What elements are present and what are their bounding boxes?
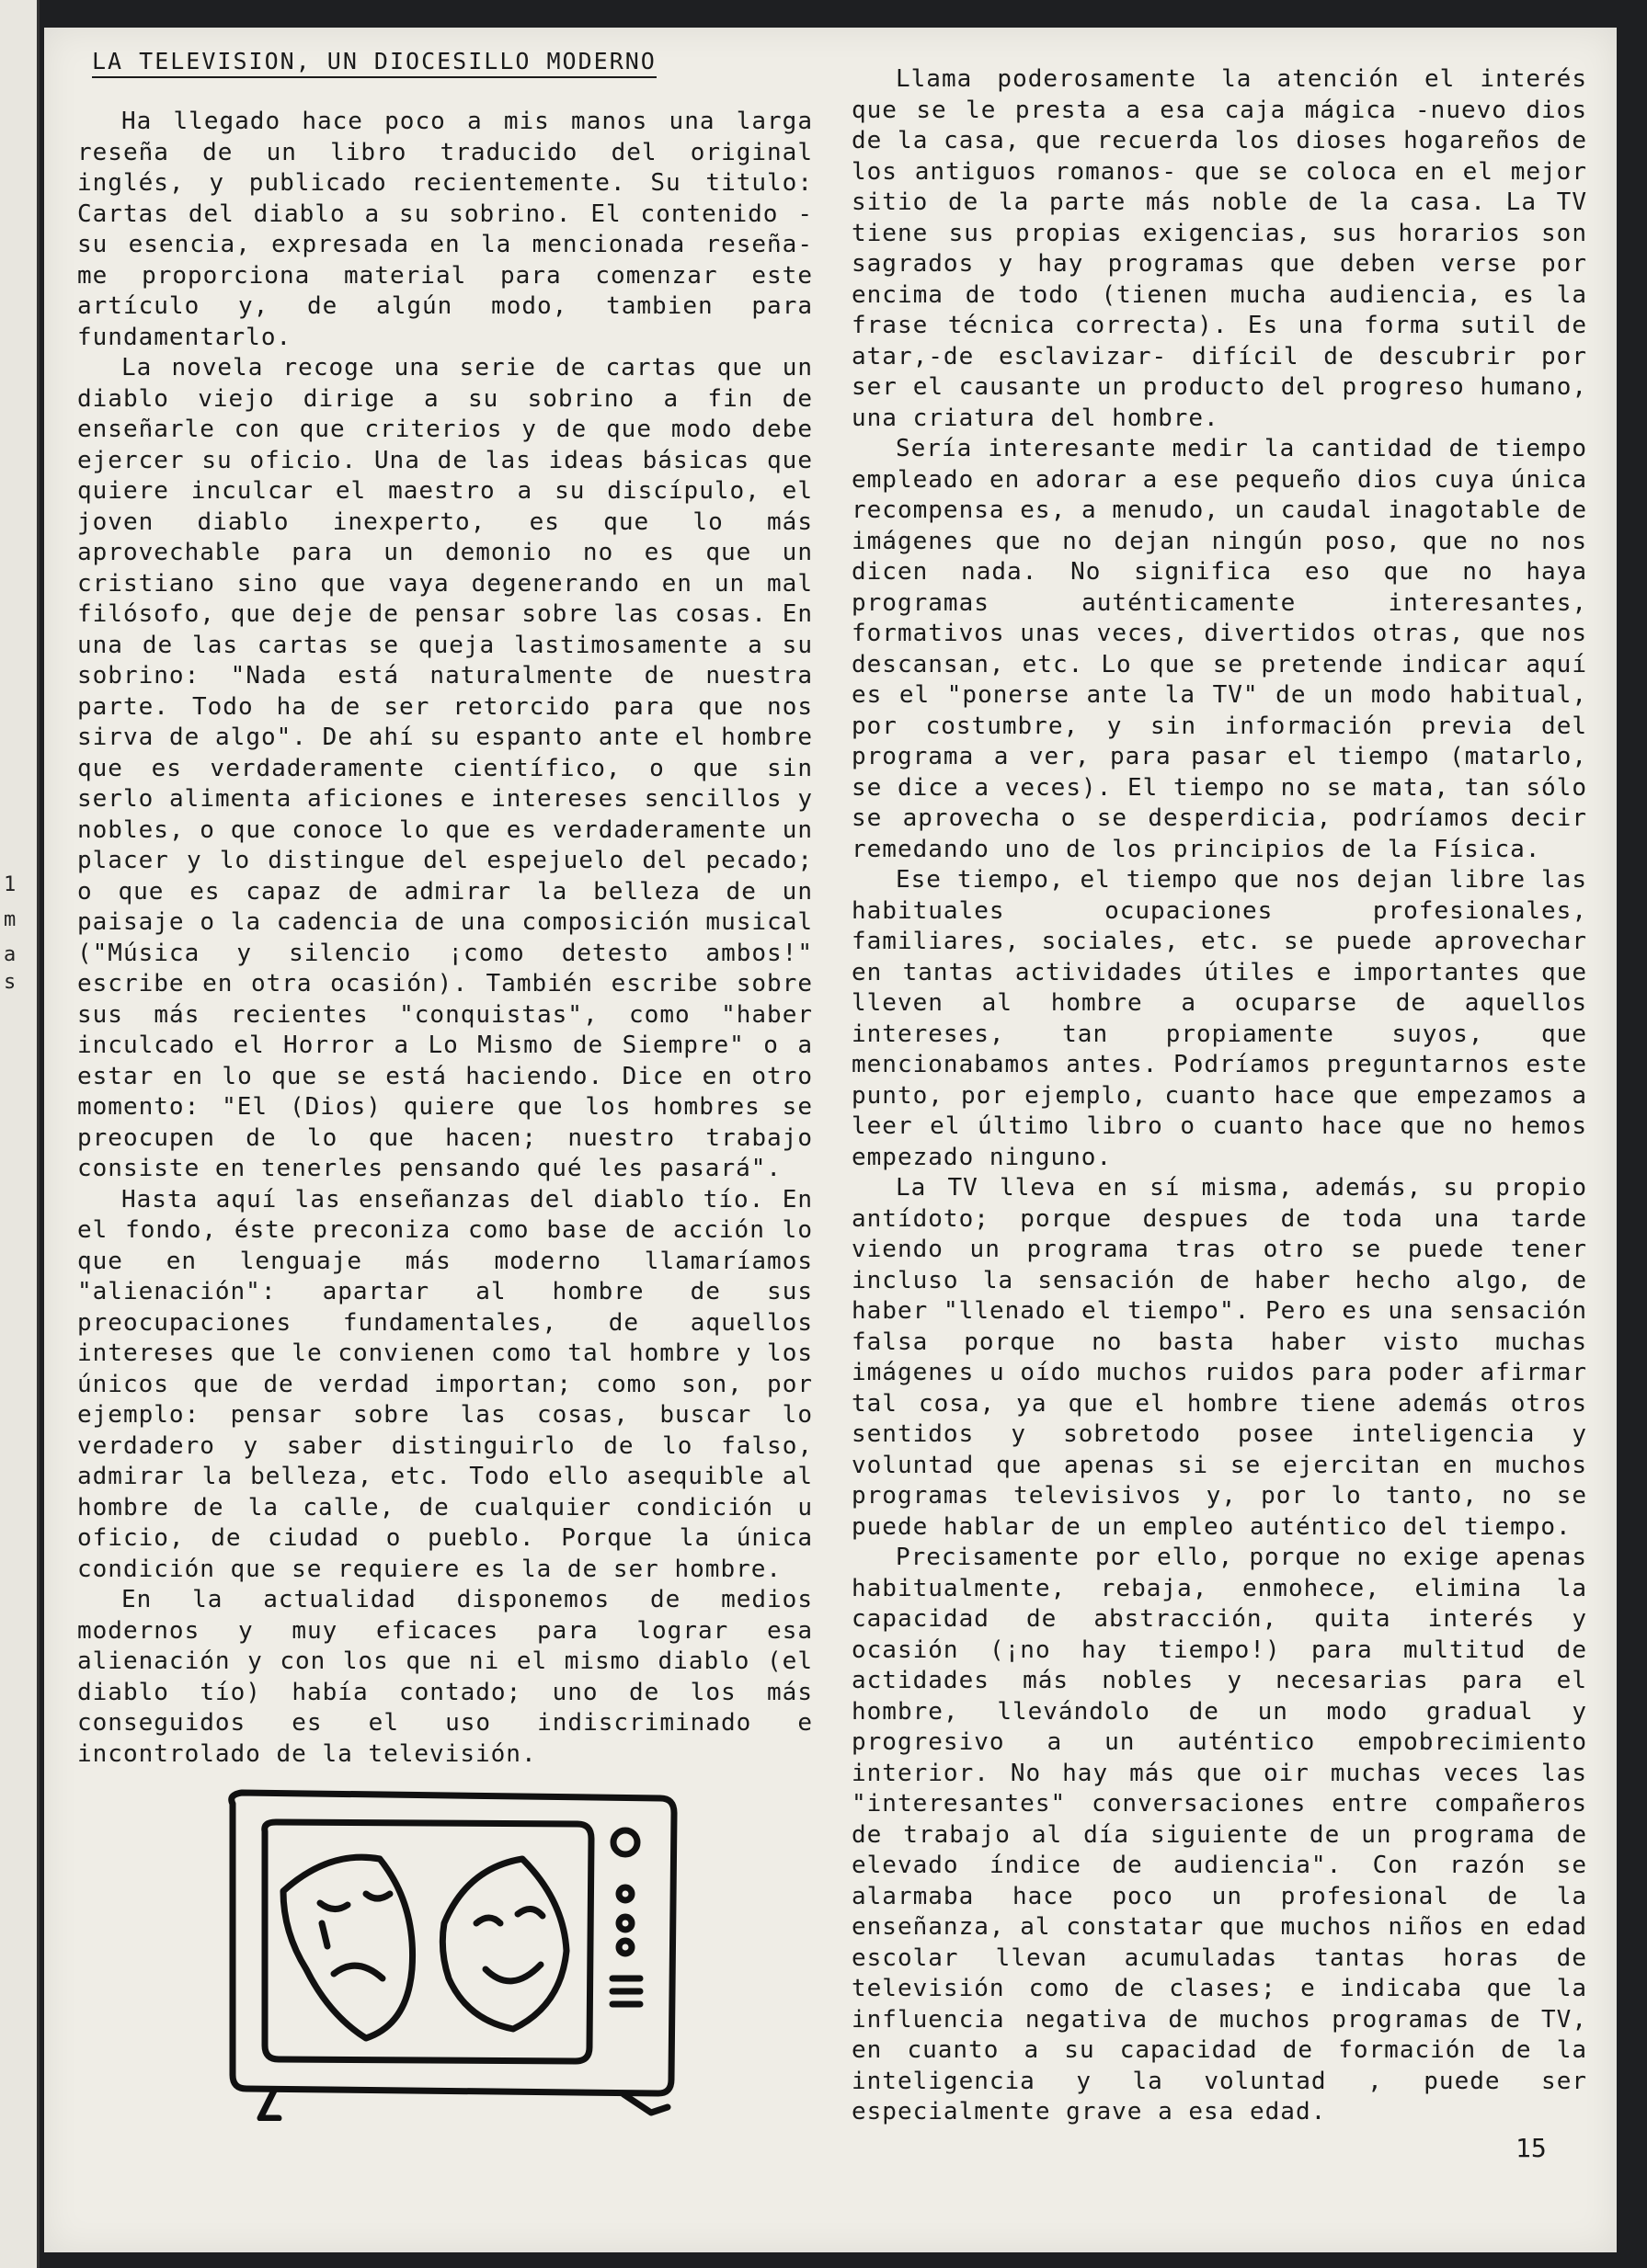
edge-fragment: 1 <box>4 873 17 896</box>
adjacent-page-edge <box>0 0 40 2268</box>
page-number: 15 <box>1515 2133 1547 2163</box>
edge-fragment: a <box>4 943 17 966</box>
left-column <box>77 107 813 1770</box>
paragraph: Hasta aquí las enseñanzas del diablo tío. En el fondo, éste preconiza como base de acción lo que en lenguaje más moderno llamaríamos "alienación": apartar al hombre de sus preocupaciones fundamentales, de aquellos intereses que le convienen como tal hombre y los únicos que de verdad importan; como son, por ejemplo: pensar sobre las cosas, buscar lo verdadero y saber distinguirlo de lo falso, admirar la belleza, etc. Todo ello asequible al hombre de la calle, de cualquier condición u oficio, de ciudad o pueblo. Porque la única condición que se requiere es la de ser hombre. <box>77 1185 813 1583</box>
edge-fragment: m <box>4 908 17 931</box>
paragraph: Ese tiempo, el tiempo que nos dejan libre las habituales ocupaciones profesionales, familiares, sociales, etc. se puede aprovechar en tantas actividades útiles e importantes que lleven al hombre a ocuparse de aquellos intereses, tan propiamente suyos, que mencionabamos antes. Podríamos preguntarnos este punto, por ejemplo, cuanto hace que empezamos a leer el último libro o cuanto hace que no hemos empezado ninguno. <box>852 866 1587 1171</box>
article-title: LA TELEVISION, UN DIOCESILLO MODERNO <box>92 48 657 78</box>
paragraph: En la actualidad disponemos de medios modernos y muy eficaces para lograr esa alienación y con los que ni el mismo diablo (el diablo tío) había contado; uno de los más conseguidos es el uso indiscriminado e incontrolado de la televisión. <box>77 1586 813 1768</box>
paragraph: Llama poderosamente la atención el interés que se le presta a esa caja mágica -nuevo dios de la casa, que recuerda los dioses hogareños de los antiguos romanos- que se coloca en el mejor sitio de la parte más noble de la casa. La TV tiene sus propias exigencias, sus horarios son sagrados y hay programas que deben verse por encima de todo (tienen mucha audiencia, es la frase técnica correcta). Es una forma sutil de atar,-de esclavizar- difícil de descubrir por ser el causante un producto del progreso humano, una criatura del hombre. <box>852 65 1587 432</box>
paragraph: La TV lleva en sí misma, además, su propio antídoto; porque despues de toda una tarde viendo un programa tras otro se puede tener incluso la sensación de haber hecho algo, de haber "llenado el tiempo". Pero es una sensación falsa porque no basta haber visto muchas imágenes u oído muchos ruidos para poder afirmar tal cosa, ya que el hombre tiene además otros sentidos y sobretodo posee inteligencia y voluntad que apenas si se ejercitan en muchos programas televisivos y, por lo tanto, no se puede hablar de un empleo auténtico del tiempo. <box>852 1174 1587 1541</box>
paragraph: Sería interesante medir la cantidad de tiempo empleado en adorar a ese pequeño dios cuya única recompensa es, a menudo, un caudal inagotable de imágenes que no dejan ningún poso, que no nos dicen nada. No significa eso que no haya programas auténticamente interesantes, formativos unas veces, divertidos otras, que nos descansan, etc. Lo que se pretende indicar aquí es el "ponerse ante la TV" de un modo habitual, por costumbre, y sin información previa del programa a ver, para pasar el tiempo (matarlo, se dice a veces). El tiempo no se mata, tan sólo se aprovecha o se desperdicia, podríamos decir remedando uno de los principios de la Física. <box>852 435 1587 863</box>
paragraph: Ha llegado hace poco a mis manos una larga reseña de un libro traducido del original inglés, y publicado recientemente. Su titulo: Cartas del diablo a su sobrino. El contenido - su esencia, expresada en la mencionada reseña- me proporciona material para comenzar este artículo y, de algún modo, tambien para fundamentarlo. <box>77 108 813 351</box>
magazine-page <box>44 28 1617 2252</box>
paragraph: La novela recoge una serie de cartas que un diablo viejo dirige a su sobrino a fin de enseñarle con que criterios y de que modo debe ejercer su oficio. Una de las ideas básicas que quiere inculcar el maestro a su discípulo, el joven diablo inexperto, es que lo más aprovechable para un demonio no es que un cristiano sino que vaya degenerando en un mal filósofo, que deje de pensar sobre las cosas. En una de las cartas se queja lastimosamente a su sobrino: "Nada está naturalmente de nuestra parte. Todo ha de ser retorcido para que nos sirva de algo". De ahí su espanto ante el hombre que es verdaderamente científico, o que sin serlo alimenta aficiones e intereses sencillos y nobles, o que conoce lo que es verdaderamente un placer y lo distingue del espejuelo del pecado; o que es capaz de admirar la belleza de un paisaje o la cadencia de una composición musical ("Música y silencio ¡como detesto ambos!" escribe en otra ocasión). También escribe sobre sus más recientes "conquistas", como "haber inculcado el Horror a Lo Mismo de Siempre" o a estar en lo que se está haciendo. Dice en otro momento: "El (Dios) quiere que los hombres se preocupen de lo que hacen; nuestro trabajo consiste en tenerles pensando qué les pasará". <box>77 354 813 1182</box>
right-column <box>852 64 1587 2128</box>
tv-with-theatre-masks-icon <box>219 1785 697 2121</box>
paragraph: Precisamente por ello, porque no exige apenas habitualmente, rebaja, enmohece, elimina la capacidad de abstracción, quita interés y ocasión (¡no hay tiempo!) para multitud de actidades más nobles y necesarias para el hombre, llevándolo de un modo gradual y progresivo a un auténtico empobrecimiento interior. No hay más que oir muchas veces las "interesantes" conversaciones entre compañeros de trabajo al día siguiente de un programa de elevado índice de audiencia". Con razón se alarmaba hace poco un profesional de la enseñanza, al constatar que muchos niños en edad escolar llevan acumuladas tantas horas de televisión como de clases; e indicaba que la influencia negativa de muchos programas de TV, en cuanto a su capacidad de formación de la inteligencia y la voluntad , puede ser especialmente grave a esa edad. <box>852 1544 1587 2126</box>
edge-fragment: s <box>4 971 17 994</box>
